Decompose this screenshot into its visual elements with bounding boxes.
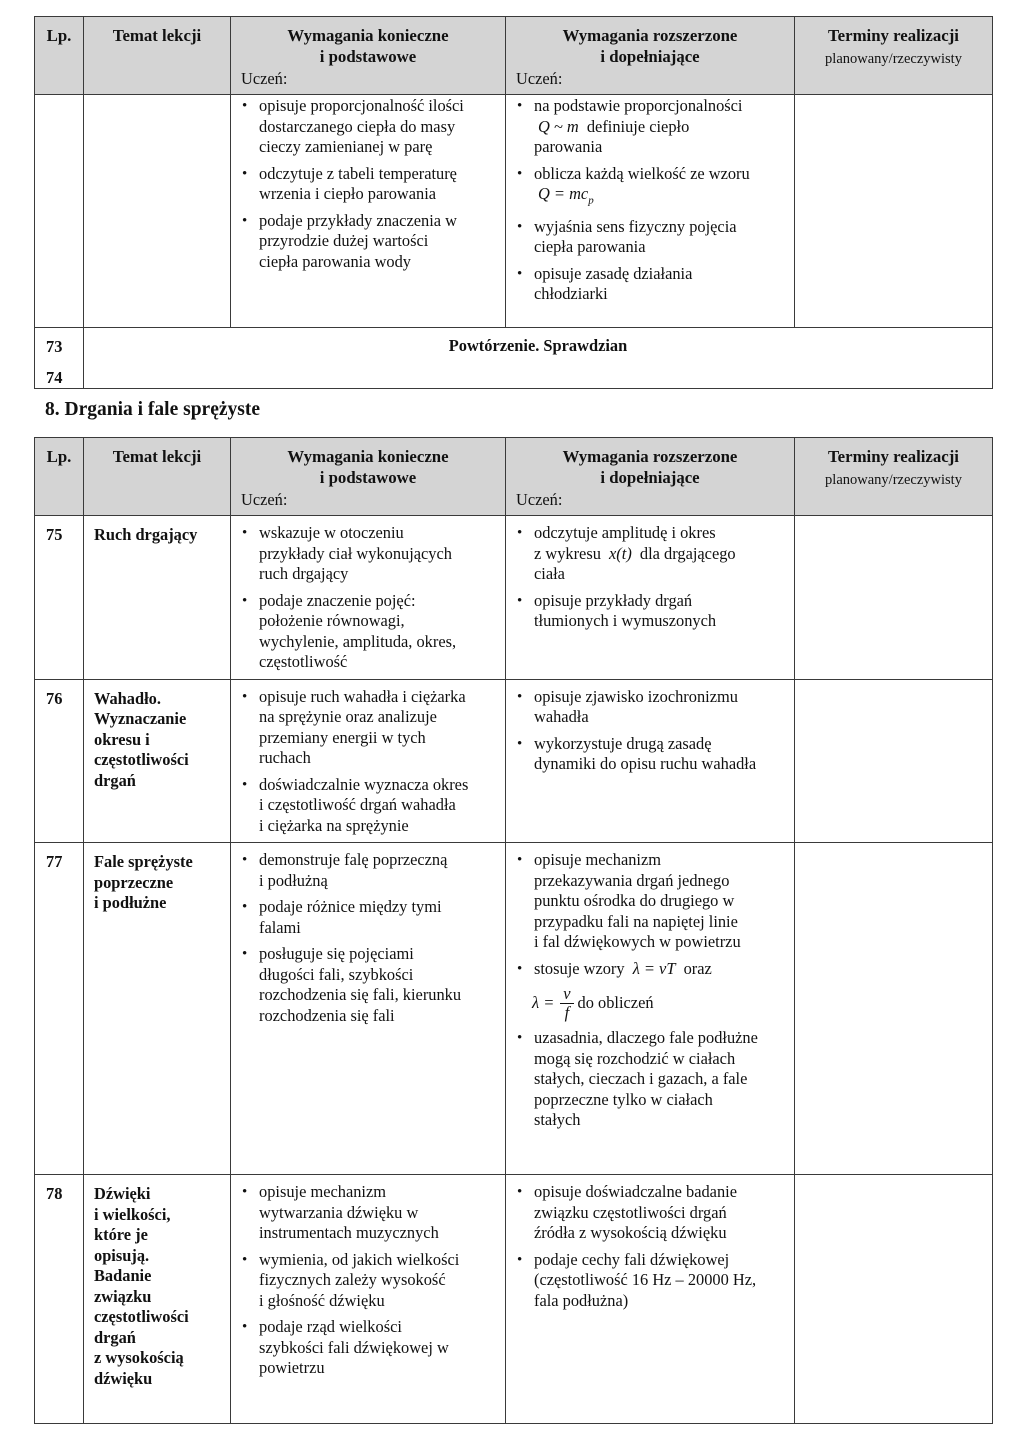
basic-req-cell (231, 843, 506, 1175)
header-extended-req: Wymagania rozszerzone i dopełniające Uczeń: (506, 438, 795, 516)
list-item: • na podstawie proporcjonalności Q ~ m definiuje ciepło parowania (516, 96, 788, 158)
topic-cell (84, 95, 231, 328)
list-item: • opisuje ruch wahadła i ciężarka na sprężynie oraz analizuje przemiany energii w tych ruchach (241, 687, 499, 769)
list-item: • opisuje proporcjonalność ilości dostarczanego ciepła do masy cieczy zamienianej w parę (241, 96, 499, 158)
extended-req-cell (506, 843, 795, 1175)
lp-cell: 78 (35, 1175, 84, 1424)
list-item: • podaje znaczenie pojęć: położenie równowagi, wychylenie, amplituda, okres, częstotliwość (241, 591, 499, 673)
table-row (35, 328, 993, 389)
list-item: • podaje rząd wielkości szybkości fali dźwiękowej w powietrzu (241, 1317, 499, 1379)
lp-cell (35, 95, 84, 328)
list-item: • opisuje zasadę działania chłodziarki (516, 264, 788, 305)
extended-req-cell (506, 1175, 795, 1424)
list-item: • opisuje przykłady drgań tłumionych i wymuszonych (516, 591, 788, 632)
header-topic: Temat lekcji (84, 17, 231, 95)
table-row (35, 1175, 993, 1424)
review-test-title: Powtórzenie. Sprawdzian (84, 328, 993, 389)
list-item: • uzasadnia, dlaczego fale podłużne mogą się rozchodzić w ciałach stałych, cieczach i gazach, a fale poprzeczne tylko w ciałach stałych (516, 1028, 788, 1131)
lp-cell: 76 (35, 679, 84, 843)
basic-req-cell (231, 95, 506, 328)
list-item: • podaje przykłady znaczenia w przyrodzie dużej wartości ciepła parowania wody (241, 211, 499, 273)
terms-cell (795, 843, 993, 1175)
extended-req-cell (506, 679, 795, 843)
list-item: • oblicza każdą wielkość ze wzoru $Q = mc_p$ (516, 164, 788, 211)
header-terms: Terminy realizacji planowany/rzeczywisty (795, 17, 993, 95)
table-header-row (35, 17, 993, 95)
list-item: • podaje różnice między tymi falami (241, 897, 499, 938)
table-row (35, 95, 993, 328)
list-item: • wymienia, od jakich wielkości fizycznych zależy wysokość i głośność dźwięku (241, 1250, 499, 1312)
lp-cell: 77 (35, 843, 84, 1175)
table-continued (34, 16, 993, 389)
formula-x-of-t: x(t) (609, 543, 632, 563)
list-item: • wskazuje w otoczeniu przykłady ciał wykonujących ruch drgający (241, 523, 499, 585)
topic-cell: Ruch drgający (84, 516, 231, 680)
table-row (35, 516, 993, 680)
formula-lambda-v-over-f: λ = $\frac{v}{f}$ do obliczeń (532, 984, 654, 1022)
section-title: 8. Drgania i fale sprężyste (45, 399, 260, 420)
list-item: • odczytuje z tabeli temperaturę wrzenia i ciepło parowania (241, 164, 499, 205)
table-row (35, 679, 993, 843)
header-basic-req: Wymagania konieczne i podstawowe Uczeń: (231, 438, 506, 516)
topic-cell: Dźwięki i wielkości, które je opisują. Badanie związku częstotliwości drgań z wysokością dźwięku (84, 1175, 231, 1424)
extended-req-cell (506, 95, 795, 328)
list-item: • wyjaśnia sens fizyczny pojęcia ciepła parowania (516, 217, 788, 258)
extended-req-cell (506, 516, 795, 680)
terms-cell (795, 95, 993, 328)
topic-cell: Wahadło. Wyznaczanie okresu i częstotliwości drgań (84, 679, 231, 843)
list-item: • odczytuje amplitudę i okres z wykresu x(t) dla drgającego ciała (516, 523, 788, 585)
list-item: • posługuje się pojęciami długości fali, szybkości rozchodzenia się fali, kierunku rozchodzenia się fali (241, 944, 499, 1026)
terms-cell (795, 516, 993, 680)
list-item: • opisuje doświadczalne badanie związku częstotliwości drgań źródła z wysokością dźwięku (516, 1182, 788, 1244)
terms-cell (795, 679, 993, 843)
header-extended-req: Wymagania rozszerzone i dopełniające Uczeń: (506, 17, 795, 95)
header-terms: Terminy realizacji planowany/rzeczywisty (795, 438, 993, 516)
lp-cell: 73 74 (35, 328, 84, 389)
basic-req-cell (231, 1175, 506, 1424)
header-topic: Temat lekcji (84, 438, 231, 516)
table-oscillations-waves (34, 437, 993, 1424)
table-header-row (35, 438, 993, 516)
list-item: • stosuje wzory λ = vT oraz λ = $\frac{v}{f}$ do obliczeń (516, 959, 788, 1023)
list-item: • wykorzystuje drugą zasadę dynamiki do opisu ruchu wahadła (516, 734, 788, 775)
list-item: • opisuje zjawisko izochronizmu wahadła (516, 687, 788, 728)
basic-req-cell (231, 679, 506, 843)
list-item: • doświadczalnie wyznacza okres i częstotliwość drgań wahadła i ciężarka na sprężynie (241, 775, 499, 837)
list-item: • opisuje mechanizm przekazywania drgań jednego punktu ośrodka do drugiego w przypadku fali na napiętej linie i fal dźwiękowych w powietrzu (516, 850, 788, 953)
list-item: • podaje cechy fali dźwiękowej (częstotliwość 16 Hz – 20000 Hz, fala podłużna) (516, 1250, 788, 1312)
list-item: • opisuje mechanizm wytwarzania dźwięku w instrumentach muzycznych (241, 1182, 499, 1244)
formula-q-prop-m: Q ~ m (538, 116, 579, 136)
terms-cell (795, 1175, 993, 1424)
formula-lambda-vt: λ = vT (632, 958, 676, 978)
table-row (35, 843, 993, 1175)
topic-cell: Fale sprężyste poprzeczne i podłużne (84, 843, 231, 1175)
formula-q-mcp: $Q = mc_p$ (538, 184, 594, 207)
header-basic-req: Wymagania konieczne i podstawowe Uczeń: (231, 17, 506, 95)
list-item: • demonstruje falę poprzeczną i podłużną (241, 850, 499, 891)
lp-cell: 75 (35, 516, 84, 680)
header-lp: Lp. (35, 438, 84, 516)
basic-req-cell (231, 516, 506, 680)
header-lp: Lp. (35, 17, 84, 95)
